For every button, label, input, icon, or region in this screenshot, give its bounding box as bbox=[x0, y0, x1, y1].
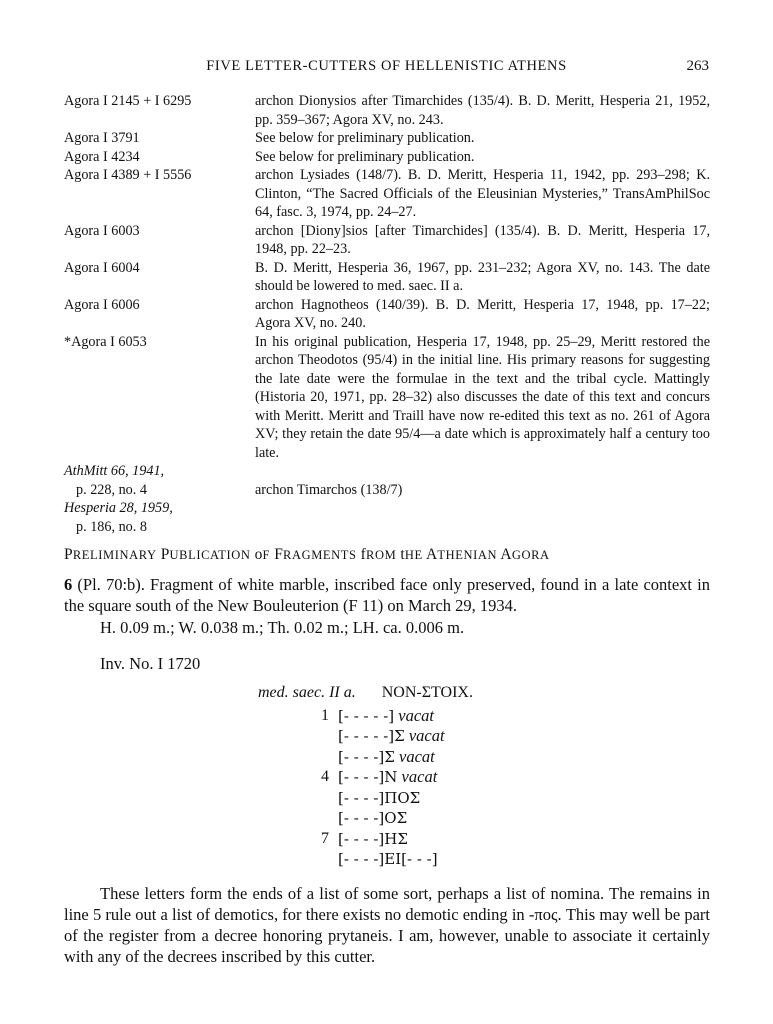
reference-text: B. D. Meritt, Hesperia 36, 1967, pp. 231–232; Agora XV, no. 143. The date should be lowered to med. saec. II a. bbox=[255, 259, 710, 294]
inscription-table bbox=[64, 92, 710, 536]
inscription-line bbox=[258, 829, 473, 850]
line-number: 4 bbox=[321, 768, 329, 785]
entry-description: (Pl. 70:b). Fragment of white marble, inscribed face only preserved, found in a late context in the square south of the New Bouleuterion (F 11) on March 29, 1934. bbox=[64, 575, 711, 615]
reference-text: archon [Diony]sios [after Timarchides] (135/4). B. D. Meritt, Hesperia 17, 1948, pp. 22–23. bbox=[255, 222, 710, 257]
inventory-id-line: AthMitt 66, 1941, bbox=[64, 463, 165, 479]
inscription-date: med. saec. II a. bbox=[258, 684, 356, 701]
entry-inventory: Inv. No. I 1720 bbox=[100, 654, 201, 673]
inventory-id: *Agora I 6053 bbox=[64, 333, 147, 350]
section-heading-text: PRELIMINARY PUBLICATION oF FRAGMENTS fROM tHE ATHENIAN AGORA bbox=[64, 546, 550, 563]
line-number bbox=[258, 726, 338, 747]
inventory-id-line: Hesperia 28, 1959, bbox=[64, 500, 173, 516]
reference-text: archon Lysiades (148/7). B. D. Meritt, Hesperia 11, 1942, pp. 293–298; K. Clinton, “The Sacred Officials of the Eleusinian Mysteries,” TransAmPhilSoc 64, fasc. 3, 1974, pp. 24–27. bbox=[255, 167, 710, 220]
commentary-paragraph: These letters form the ends of a list of some sort, perhaps a list of nomina. The remains in line 5 rule out a list of demotics, for there exists no demotic ending in -πος. This may well be part of the register from a decree honoring prytaneis. I am, however, unable to associate it certainly with any of the decrees inscribed by this cutter. bbox=[64, 884, 710, 966]
line-number: 7 bbox=[321, 829, 329, 847]
line-number: 1 bbox=[321, 706, 329, 724]
table-row bbox=[64, 462, 710, 536]
line-text: [- - - -]ΗΣ bbox=[338, 829, 408, 848]
line-number bbox=[258, 808, 338, 829]
reference-text: archon Dionysios after Timarchides (135/4). B. D. Meritt, Hesperia 21, 1952, pp. 359–367; Agora XV, no. 243. bbox=[255, 93, 710, 128]
inventory-id-line: p. 186, no. 8 bbox=[76, 518, 147, 535]
inventory-id bbox=[64, 462, 255, 536]
inscription-style: NON-ΣΤΟΙΧ. bbox=[381, 684, 473, 701]
inventory-id: Agora I 4389 + I 5556 bbox=[64, 167, 192, 183]
reference-text: archon Hagnotheos (140/39). B. D. Meritt, Hesperia 17, 1948, pp. 17–22; Agora XV, no. 240. bbox=[255, 296, 710, 331]
table-row bbox=[64, 129, 710, 148]
reference-text: See below for preliminary publication. bbox=[255, 130, 475, 146]
reference-text: archon Timarchos (138/7) bbox=[255, 481, 403, 498]
inscription-line bbox=[258, 808, 473, 829]
inventory-id: Agora I 6004 bbox=[64, 259, 140, 276]
entry-number: 6 bbox=[64, 575, 73, 594]
table-row bbox=[64, 259, 710, 296]
inscription-line bbox=[258, 747, 473, 768]
table-row bbox=[64, 222, 710, 259]
inscription-line bbox=[258, 788, 473, 809]
table-row bbox=[64, 166, 710, 222]
line-text: [- - - -]Ν vacat bbox=[338, 767, 438, 786]
inscription-text bbox=[258, 683, 473, 870]
inventory-id-line: p. 228, no. 4 bbox=[76, 481, 147, 498]
inscription-line bbox=[258, 726, 473, 747]
line-text: [- - - - -]Σ vacat bbox=[338, 726, 445, 745]
line-text: [- - - -]Σ vacat bbox=[338, 746, 435, 766]
line-text: [- - - -]ΟΣ bbox=[338, 809, 408, 827]
entry-measurements: H. 0.09 m.; W. 0.038 m.; Th. 0.02 m.; LH. ca. 0.006 m. bbox=[100, 618, 465, 637]
inscription-header bbox=[258, 683, 473, 704]
catalogue-entry bbox=[64, 574, 710, 616]
section-heading bbox=[64, 546, 550, 564]
table-row bbox=[64, 92, 710, 129]
line-text: [- - - -]ΕΙ[- - -] bbox=[338, 850, 438, 868]
reference-text: In his original publication, Hesperia 17, 1948, pp. 25–29, Meritt restored the archon Theodotos (95/4) in the initial line. His primary reasons for suggesting the late date were the formulae in the text and the tribal cycle. Mattingly (Historia 20, 1971, pp. 28–32) also discusses the date of this text and concurs with Meritt. Meritt and Traill have now re-edited this text as no. 261 of Agora XV; they retain the date 95/4—a date which is approximately half a century too late. bbox=[255, 333, 710, 461]
running-header bbox=[0, 58, 773, 80]
inventory-id: Agora I 6003 bbox=[64, 222, 140, 239]
table-row bbox=[64, 296, 710, 333]
line-number bbox=[258, 788, 338, 809]
inscription-lines bbox=[258, 706, 473, 870]
line-text: [- - - -]ΠΟΣ bbox=[338, 788, 421, 807]
line-text: [- - - - -] vacat bbox=[338, 705, 434, 725]
running-title: FIVE LETTER-CUTTERS OF HELLENISTIC ATHENS bbox=[206, 58, 567, 74]
inscription-line bbox=[258, 767, 473, 788]
inventory-id: Agora I 4234 bbox=[64, 148, 140, 165]
line-number bbox=[258, 849, 338, 870]
inventory-id: Agora I 3791 bbox=[64, 130, 140, 146]
inscription-line bbox=[258, 849, 473, 870]
inscription-line bbox=[258, 706, 473, 727]
table-row bbox=[64, 148, 710, 167]
page-number: 263 bbox=[686, 58, 709, 74]
line-number bbox=[258, 747, 338, 768]
inventory-id: Agora I 2145 + I 6295 bbox=[64, 93, 192, 109]
reference-text: See below for preliminary publication. bbox=[255, 148, 475, 165]
table-row bbox=[64, 333, 710, 463]
inventory-id: Agora I 6006 bbox=[64, 296, 140, 313]
